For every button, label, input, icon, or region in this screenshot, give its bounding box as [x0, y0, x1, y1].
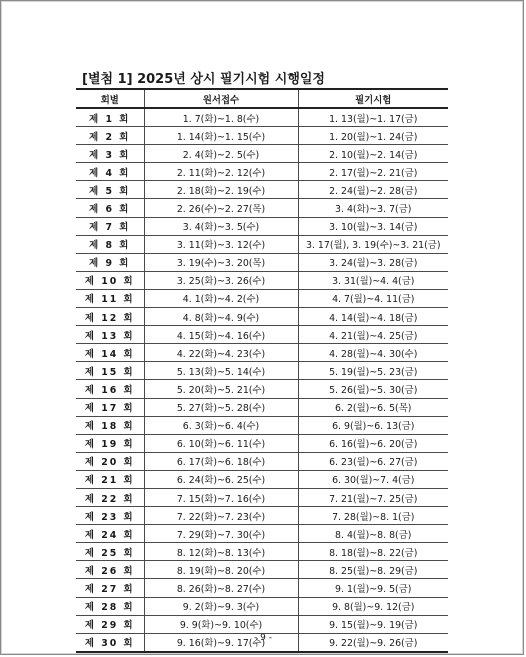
- application-period-cell: 3. 25(화)~3. 26(수): [144, 271, 298, 289]
- application-period-cell: 8. 12(화)~8. 13(수): [144, 543, 298, 561]
- round-cell: 제 19 회: [76, 434, 144, 452]
- table-row: [76, 615, 448, 633]
- exam-period-cell: 3. 10(월)~3. 14(금): [298, 217, 448, 235]
- exam-period-cell: 6. 2(월)~6. 5(목): [298, 398, 448, 416]
- round-cell: 제 10 회: [76, 271, 144, 289]
- round-cell: 제 5 회: [76, 181, 144, 199]
- round-cell: 제 20 회: [76, 452, 144, 470]
- exam-period-cell: 6. 23(월)~6. 27(금): [298, 452, 448, 470]
- application-period-cell: 4. 1(화)~4. 2(수): [144, 289, 298, 307]
- application-period-cell: 5. 20(화)~5. 21(수): [144, 380, 298, 398]
- table-row: [76, 235, 448, 253]
- round-cell: 제 16 회: [76, 380, 144, 398]
- table-row: [76, 597, 448, 615]
- application-period-cell: 6. 24(화)~6. 25(수): [144, 470, 298, 488]
- table-row: [76, 289, 448, 307]
- table-row: [76, 579, 448, 597]
- table-row: [76, 398, 448, 416]
- application-period-cell: 8. 19(화)~8. 20(수): [144, 561, 298, 579]
- table-row: [76, 108, 448, 127]
- application-period-cell: 3. 4(화)~3. 5(수): [144, 217, 298, 235]
- round-cell: 제 4 회: [76, 163, 144, 181]
- table-row: [76, 199, 448, 217]
- application-period-cell: 9. 9(화)~9. 10(수): [144, 615, 298, 633]
- exam-schedule-table: [76, 88, 448, 653]
- round-cell: 제 2 회: [76, 127, 144, 145]
- application-period-cell: 1. 14(화)~1. 15(수): [144, 127, 298, 145]
- exam-period-cell: 5. 19(월)~5. 23(금): [298, 362, 448, 380]
- exam-period-cell: 9. 1(월)~9. 5(금): [298, 579, 448, 597]
- header-written-exam: 필기시험: [298, 89, 448, 108]
- round-cell: 제 13 회: [76, 326, 144, 344]
- application-period-cell: 7. 22(화)~7. 23(수): [144, 507, 298, 525]
- round-cell: 제 21 회: [76, 470, 144, 488]
- round-cell: 제 3 회: [76, 145, 144, 163]
- round-cell: 제 18 회: [76, 416, 144, 434]
- table-header: [76, 89, 448, 108]
- table-row: [76, 507, 448, 525]
- round-cell: 제 8 회: [76, 235, 144, 253]
- exam-period-cell: 4. 21(월)~4. 25(금): [298, 326, 448, 344]
- application-period-cell: 6. 17(화)~6. 18(수): [144, 452, 298, 470]
- exam-period-cell: 5. 26(월)~5. 30(금): [298, 380, 448, 398]
- application-period-cell: 4. 15(화)~4. 16(수): [144, 326, 298, 344]
- exam-period-cell: 4. 14(월)~4. 18(금): [298, 308, 448, 326]
- table-row: [76, 308, 448, 326]
- application-period-cell: 2. 18(화)~2. 19(수): [144, 181, 298, 199]
- table-row: [76, 253, 448, 271]
- table-row: [76, 271, 448, 289]
- application-period-cell: 3. 19(수)~3. 20(목): [144, 253, 298, 271]
- round-cell: 제 30 회: [76, 633, 144, 652]
- application-period-cell: 5. 27(화)~5. 28(수): [144, 398, 298, 416]
- round-cell: 제 17 회: [76, 398, 144, 416]
- exam-period-cell: 9. 22(월)~9. 26(금): [298, 633, 448, 652]
- exam-period-cell: 3. 17(월), 3. 19(수)~3. 21(금): [298, 235, 448, 253]
- table-row: [76, 380, 448, 398]
- round-cell: 제 25 회: [76, 543, 144, 561]
- exam-period-cell: 2. 17(월)~2. 21(금): [298, 163, 448, 181]
- table-row: [76, 543, 448, 561]
- application-period-cell: 7. 15(화)~7. 16(수): [144, 488, 298, 506]
- application-period-cell: 8. 26(화)~8. 27(수): [144, 579, 298, 597]
- page-number: - 9 -: [254, 633, 272, 643]
- table-row: [76, 344, 448, 362]
- application-period-cell: 6. 10(화)~6. 11(수): [144, 434, 298, 452]
- table-row: [76, 145, 448, 163]
- exam-period-cell: 9. 8(월)~9. 12(금): [298, 597, 448, 615]
- round-cell: 제 1 회: [76, 108, 144, 127]
- document-title: [별첨 1] 2025년 상시 필기시험 시행일정: [82, 72, 325, 87]
- application-period-cell: 7. 29(화)~7. 30(수): [144, 525, 298, 543]
- exam-period-cell: 6. 9(월)~6. 13(금): [298, 416, 448, 434]
- exam-period-cell: 4. 28(월)~4. 30(수): [298, 344, 448, 362]
- header-round: 회별: [76, 89, 144, 108]
- table-row: [76, 181, 448, 199]
- application-period-cell: 9. 2(화)~9. 3(수): [144, 597, 298, 615]
- table-row: [76, 470, 448, 488]
- application-period-cell: 2. 11(화)~2. 12(수): [144, 163, 298, 181]
- round-cell: 제 7 회: [76, 217, 144, 235]
- round-cell: 제 27 회: [76, 579, 144, 597]
- table-row: [76, 434, 448, 452]
- round-cell: 제 14 회: [76, 344, 144, 362]
- round-cell: 제 11 회: [76, 289, 144, 307]
- application-period-cell: 5. 13(화)~5. 14(수): [144, 362, 298, 380]
- application-period-cell: 1. 7(화)~1. 8(수): [144, 108, 298, 127]
- application-period-cell: 2. 26(수)~2. 27(목): [144, 199, 298, 217]
- table-row: [76, 561, 448, 579]
- table-row: [76, 452, 448, 470]
- exam-period-cell: 4. 7(월)~4. 11(금): [298, 289, 448, 307]
- exam-period-cell: 1. 20(월)~1. 24(금): [298, 127, 448, 145]
- exam-period-cell: 3. 4(화)~3. 7(금): [298, 199, 448, 217]
- round-cell: 제 28 회: [76, 597, 144, 615]
- application-period-cell: 4. 22(화)~4. 23(수): [144, 344, 298, 362]
- exam-period-cell: 3. 31(월)~4. 4(금): [298, 271, 448, 289]
- exam-period-cell: 7. 28(월)~8. 1(금): [298, 507, 448, 525]
- header-row: [76, 89, 448, 108]
- application-period-cell: 9. 16(화)~9. 17(수): [144, 633, 298, 652]
- round-cell: 제 23 회: [76, 507, 144, 525]
- table-row: [76, 362, 448, 380]
- round-cell: 제 24 회: [76, 525, 144, 543]
- table-row: [76, 488, 448, 506]
- application-period-cell: 4. 8(화)~4. 9(수): [144, 308, 298, 326]
- round-cell: 제 9 회: [76, 253, 144, 271]
- round-cell: 제 29 회: [76, 615, 144, 633]
- round-cell: 제 6 회: [76, 199, 144, 217]
- table-row: [76, 217, 448, 235]
- round-cell: 제 26 회: [76, 561, 144, 579]
- table-row: [76, 525, 448, 543]
- exam-period-cell: 3. 24(월)~3. 28(금): [298, 253, 448, 271]
- application-period-cell: 6. 3(화)~6. 4(수): [144, 416, 298, 434]
- exam-period-cell: 8. 4(월)~8. 8(금): [298, 525, 448, 543]
- exam-period-cell: 7. 21(월)~7. 25(금): [298, 488, 448, 506]
- exam-period-cell: 1. 13(월)~1. 17(금): [298, 108, 448, 127]
- table-row: [76, 127, 448, 145]
- exam-period-cell: 2. 10(월)~2. 14(금): [298, 145, 448, 163]
- exam-period-cell: 8. 18(월)~8. 22(금): [298, 543, 448, 561]
- table-row: [76, 416, 448, 434]
- exam-period-cell: 2. 24(월)~2. 28(금): [298, 181, 448, 199]
- round-cell: 제 22 회: [76, 488, 144, 506]
- table-body: [76, 108, 448, 652]
- exam-period-cell: 6. 16(월)~6. 20(금): [298, 434, 448, 452]
- exam-period-cell: 6. 30(월)~7. 4(금): [298, 470, 448, 488]
- application-period-cell: 3. 11(화)~3. 12(수): [144, 235, 298, 253]
- exam-period-cell: 9. 15(월)~9. 19(금): [298, 615, 448, 633]
- table-row: [76, 163, 448, 181]
- header-application: 원서접수: [144, 89, 298, 108]
- application-period-cell: 2. 4(화)~2. 5(수): [144, 145, 298, 163]
- table-row: [76, 326, 448, 344]
- round-cell: 제 12 회: [76, 308, 144, 326]
- exam-period-cell: 8. 25(월)~8. 29(금): [298, 561, 448, 579]
- round-cell: 제 15 회: [76, 362, 144, 380]
